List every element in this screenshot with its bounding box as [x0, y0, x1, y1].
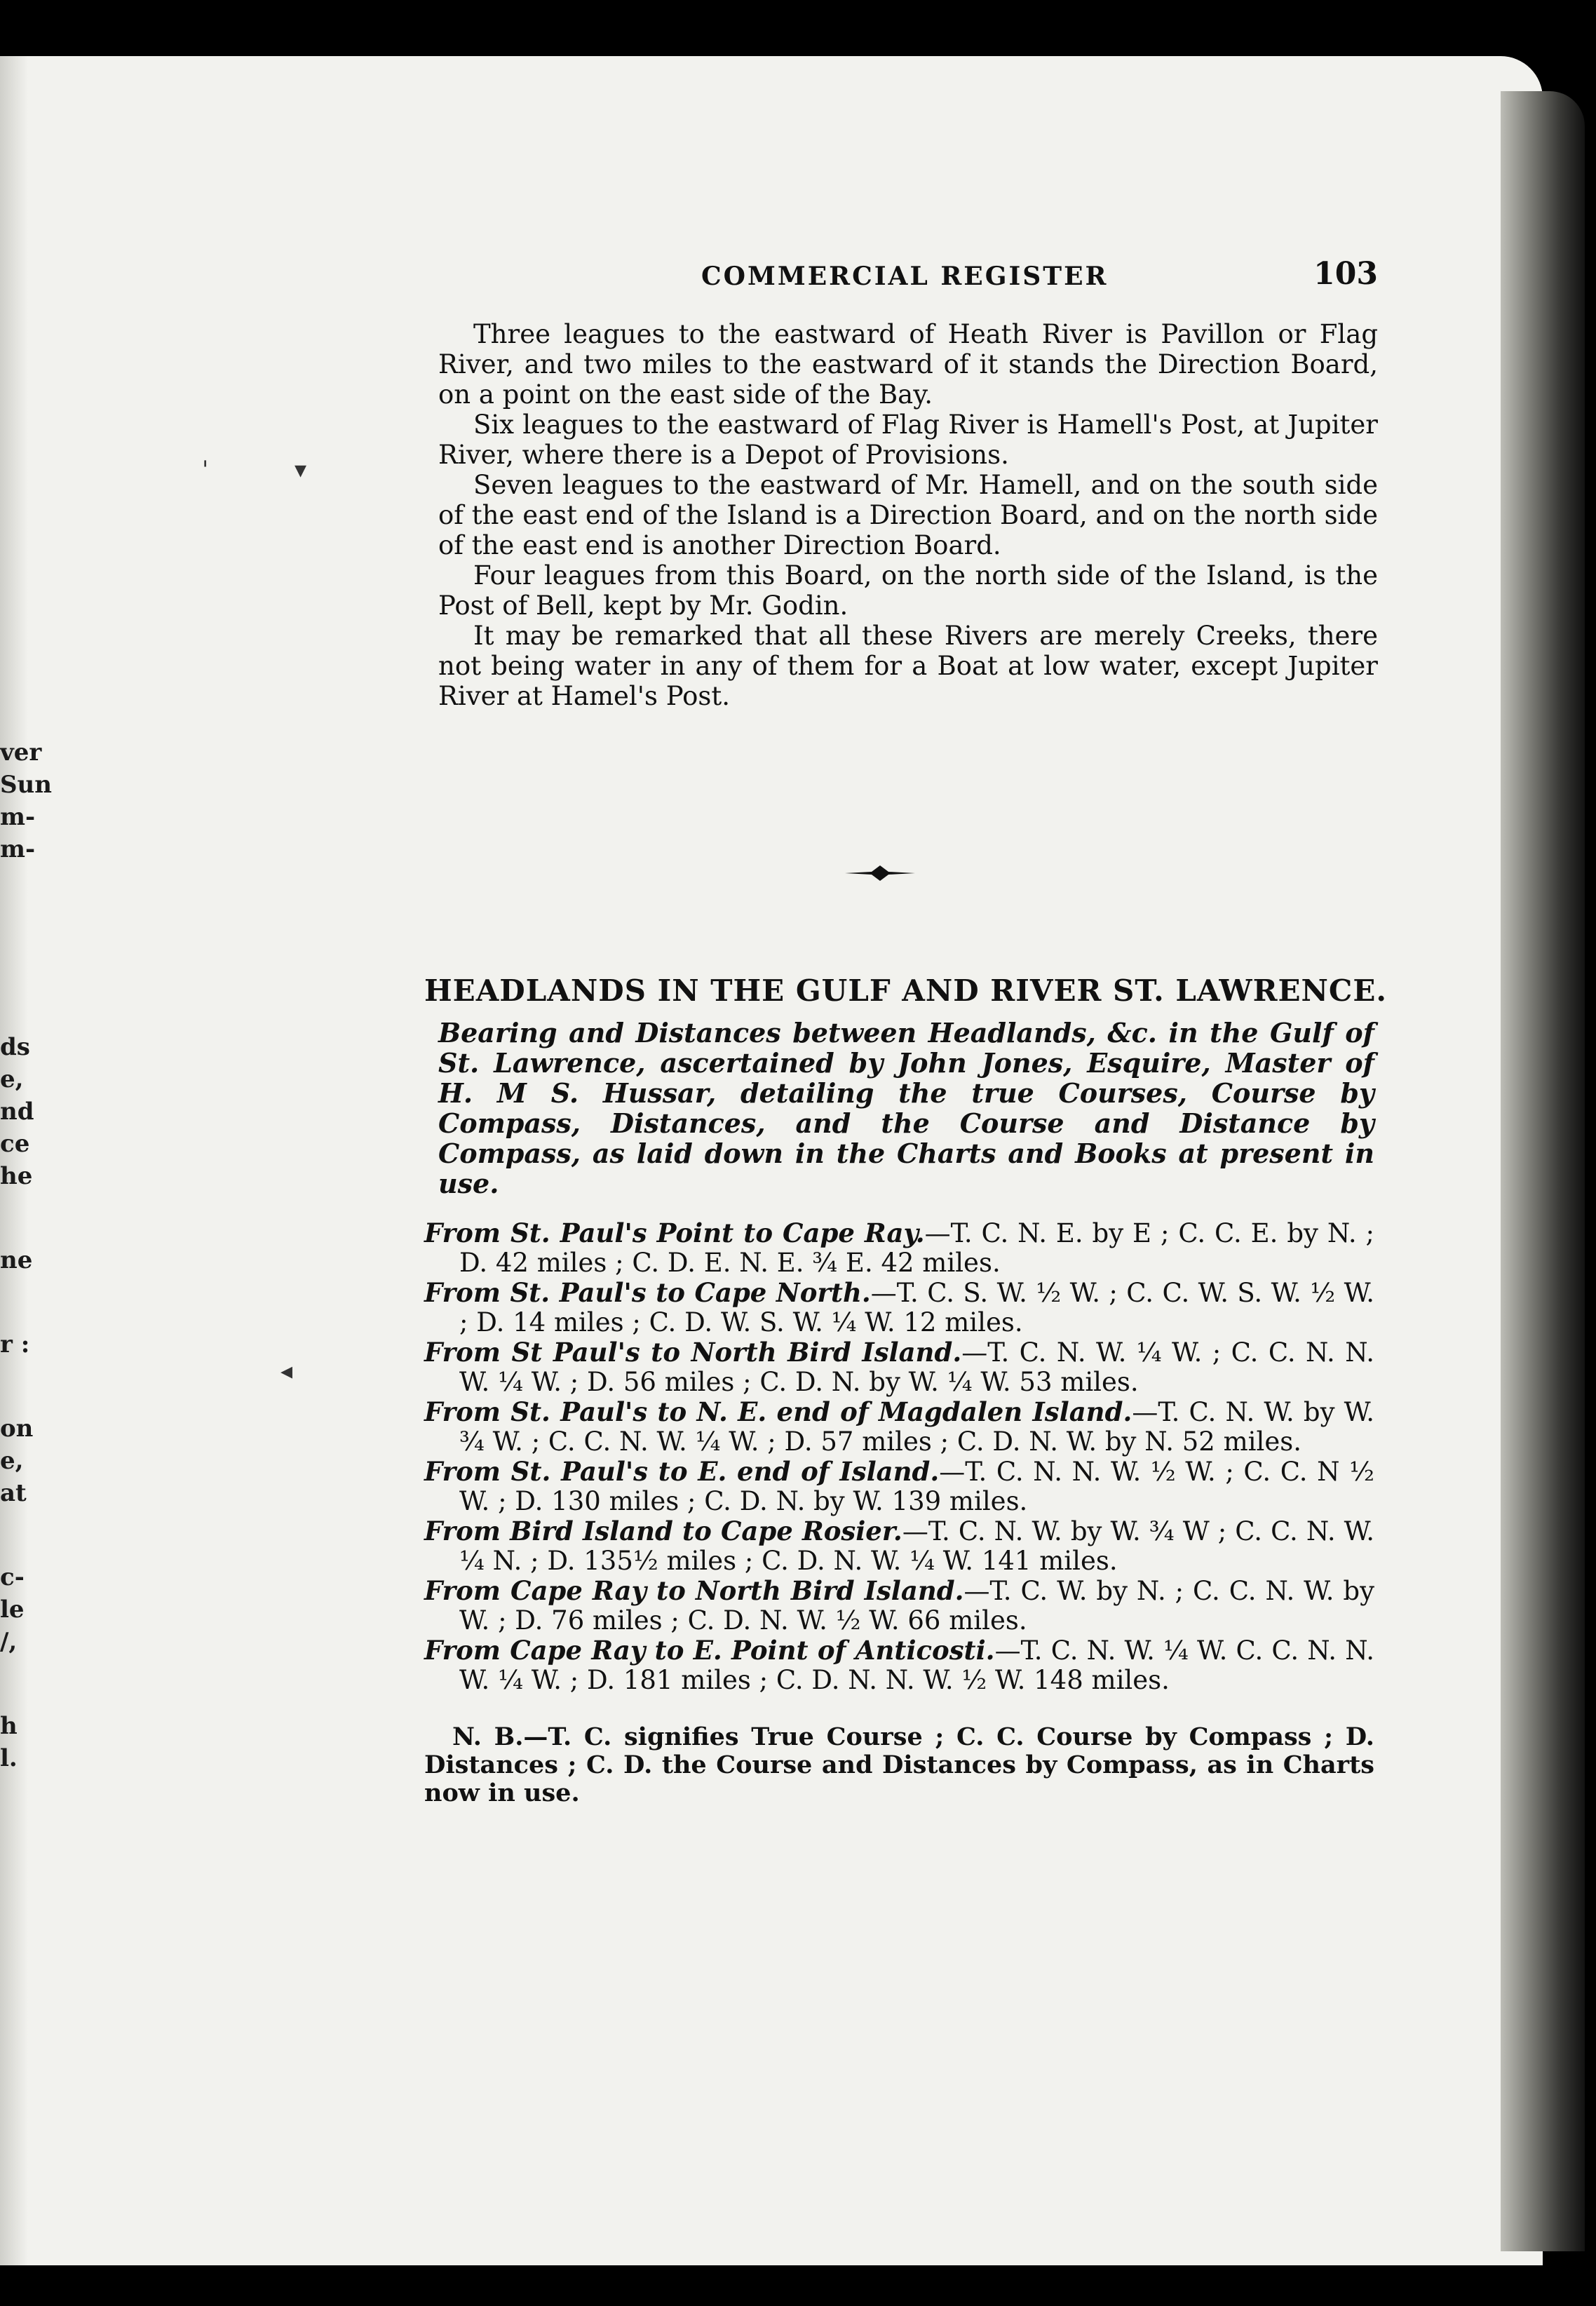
entry-bearings: —T. C. N. W. ¼ W. C. C. N. N. W. ¼ W. ; D. 181 miles ; C. D. N. N. W. ½ W. 148 miles.	[459, 1636, 1374, 1695]
page-edge-shadow	[1501, 91, 1585, 2251]
entry-route: From St. Paul's to N. E. end of Magdalen Island.	[424, 1396, 1132, 1427]
fragment: m-	[0, 803, 36, 831]
fragment: ce	[0, 1130, 30, 1158]
fragment: he	[0, 1162, 33, 1190]
entry-bearings: —T. C. N. W. ¼ W. ; C. C. N. N. W. ¼ W. ; D. 56 miles ; C. D. N. by W. ¼ W. 53 miles.	[459, 1337, 1375, 1397]
section-divider-ornament	[845, 864, 915, 882]
paragraph: Six leagues to the eastward of Flag River is Hamell's Post, at Jupiter River, where there is a Depot of Provisions.	[438, 410, 1378, 470]
bearing-entry	[424, 1218, 1374, 1278]
entry-bearings: —T. C. N. E. by E ; C. C. E. by N. ; D. 42 miles ; C. D. E. N. E. ¾ E. 42 miles.	[459, 1218, 1374, 1278]
fragment: le	[0, 1596, 25, 1624]
stray-mark: ◂	[280, 1357, 293, 1385]
bearing-entry	[424, 1516, 1374, 1576]
facing-page-fragments	[0, 736, 56, 1774]
footnote: N. B.—T. C. signifies True Course ; C. C. Course by Compass ; D. Distances ; C. D. the Course and Distances by Compass, as in Charts now in use.	[424, 1722, 1374, 1807]
paragraph: Seven leagues to the eastward of Mr. Hamell, and on the south side of the east end of the Island is a Direction Board, and on the north side of the east end is another Direction Board.	[438, 470, 1378, 560]
paragraph: Three leagues to the eastward of Heath River is Pavillon or Flag River, and two miles to the eastward of it stands the Direction Board, on a point on the east side of the Bay.	[438, 319, 1378, 410]
fragment: r :	[0, 1330, 30, 1358]
entry-bearings: —T. C. N. N. W. ½ W. ; C. C. N ½ W. ; D. 130 miles ; C. D. N. by W. 139 miles.	[459, 1457, 1374, 1516]
fragment: on	[0, 1415, 34, 1443]
entry-bearings: —T. C. N. W. by W. ¾ W. ; C. C. N. W. ¼ W. ; D. 57 miles ; C. D. N. W. by N. 52 miles.	[459, 1397, 1374, 1457]
bearing-entry	[424, 1457, 1374, 1516]
entry-route: From St. Paul's Point to Cape Ray.	[424, 1218, 925, 1248]
bearing-entry	[424, 1636, 1374, 1695]
paragraph: Four leagues from this Board, on the north side of the Island, is the Post of Bell, kept by Mr. Godin.	[438, 560, 1378, 621]
body-text	[438, 319, 1378, 711]
fragment: Sun	[0, 771, 52, 799]
bearing-entry	[424, 1576, 1374, 1636]
bearing-entry	[424, 1337, 1374, 1397]
running-head-title: COMMERCIAL REGISTER	[701, 262, 1109, 291]
entry-route: From St. Paul's to Cape North.	[424, 1277, 871, 1308]
entry-bearings: —T. C. N. W. by W. ¾ W ; C. C. N. W. ¼ N. ; D. 135½ miles ; C. D. N. W. ¼ W. 141 miles.	[459, 1516, 1374, 1576]
fragment: /,	[0, 1628, 18, 1656]
fragment: c-	[0, 1563, 25, 1591]
fragment: e,	[0, 1065, 24, 1093]
fragment: m-	[0, 835, 36, 863]
fragment: e,	[0, 1447, 24, 1475]
bearing-entry	[424, 1278, 1374, 1337]
bearing-entries	[424, 1218, 1374, 1695]
section-title: HEADLANDS IN THE GULF AND RIVER ST. LAWRENCE.	[424, 973, 1387, 1008]
entry-route: From St Paul's to North Bird Island.	[424, 1337, 962, 1368]
fragment: at	[0, 1479, 27, 1507]
fragment: h	[0, 1712, 18, 1740]
stray-mark: ▾	[295, 456, 307, 484]
fragment: nd	[0, 1098, 34, 1126]
entry-bearings: —T. C. W. by N. ; C. C. N. W. by W. ; D. 76 miles ; C. D. N. W. ½ W. 66 miles.	[459, 1576, 1375, 1636]
fragment: l.	[0, 1744, 18, 1772]
page-number: 103	[1313, 256, 1378, 292]
bearing-entry	[424, 1397, 1374, 1457]
headlands-section	[424, 973, 1387, 1832]
entry-route: From Cape Ray to North Bird Island.	[424, 1575, 964, 1606]
entry-bearings: —T. C. S. W. ½ W. ; C. C. W. S. W. ½ W. ; D. 14 miles ; C. D. W. S. W. ¼ W. 12 miles.	[459, 1278, 1374, 1337]
fragment: ver	[0, 739, 42, 767]
fragment: ne	[0, 1246, 33, 1274]
entry-route: From Cape Ray to E. Point of Anticosti.	[424, 1635, 995, 1666]
paragraph: It may be remarked that all these Rivers are merely Creeks, there not being water in any of them for a Boat at low water, except Jupiter River at Hamel's Post.	[438, 621, 1378, 711]
entry-route: From Bird Island to Cape Rosier.	[424, 1516, 902, 1546]
stray-mark: '	[202, 456, 209, 484]
section-intro: Bearing and Distances between Headlands, &c. in the Gulf of St. Lawrence, ascertained by John Jones, Esquire, Master of H. M S. Hussar, detailing the true Courses, Course by Compass, Distances, and the Course and Distance by Compass, as laid down in the Charts and Books at present in use.	[438, 1017, 1374, 1199]
entry-route: From St. Paul's to E. end of Island.	[424, 1456, 940, 1487]
fragment: ds	[0, 1033, 30, 1061]
